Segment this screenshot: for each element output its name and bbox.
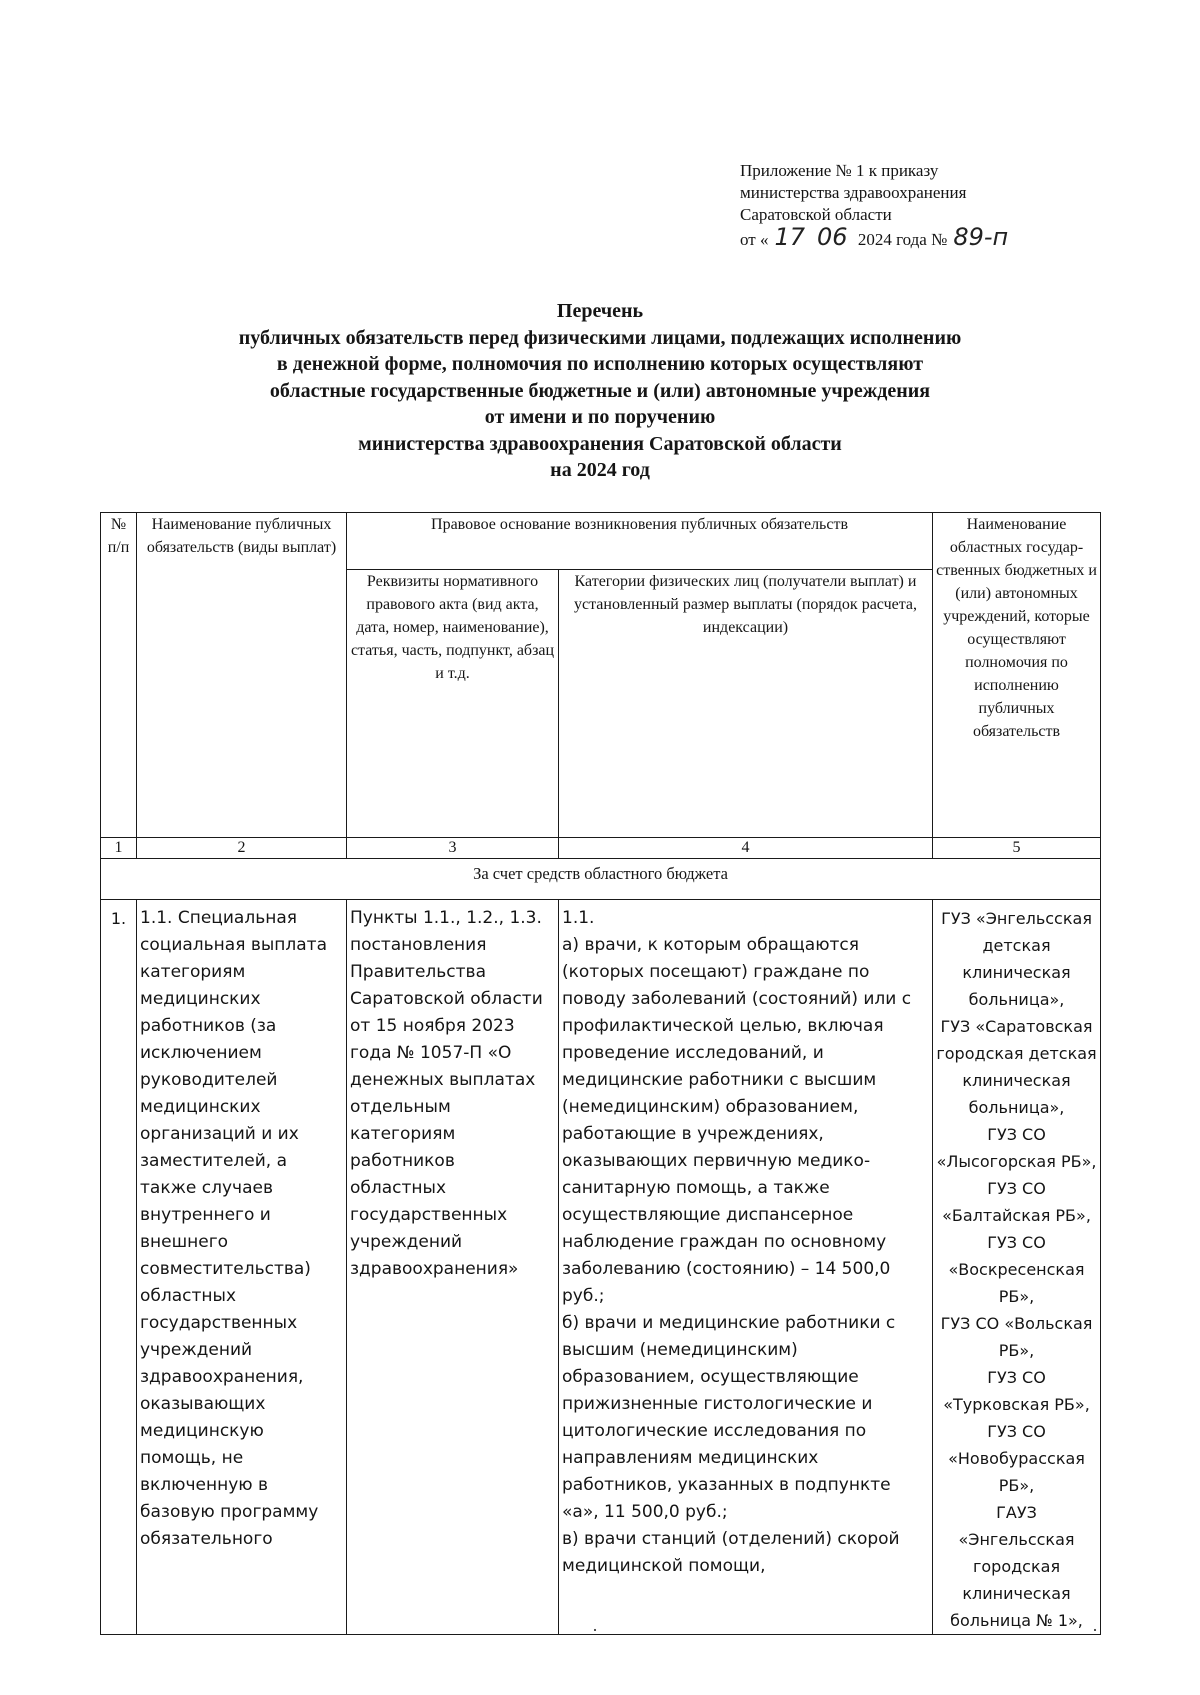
header-institutions: Наименование областных государ-ственных бюджетных и (или) автономных учреждений, которые осуществляют полномочия по исполнению публичных обязательств (933, 513, 1101, 838)
header-legal-act: Реквизиты нормативного правового акта (вид акта, дата, номер, наименование), статья, часть, подпункт, абзац и т.д. (347, 570, 559, 838)
title-line: публичных обязательств перед физическими лицами, подлежащих исполнению (238, 326, 962, 349)
category-item: б) врачи и медицинские работники с высшим (немедицинским) образованием, осуществляющие прижизненные гистологические и цитологические исследования по направлениям медицинских работников, указанных в подпункте «а», 11 500,0 руб.; (562, 1313, 896, 1522)
scan-dot: · (592, 1620, 598, 1640)
title-line: в денежной форме, полномочия по исполнению которых осуществляют (276, 353, 924, 375)
institution-item: ГУЗ «Саратовская городская детская клиническая больница», (936, 1017, 1097, 1117)
appendix-block (740, 160, 1160, 251)
numbering-cell: 1 (101, 838, 137, 859)
category-item: а) врачи, к которым обращаются (которых посещают) граждане по поводу заболеваний (состояний) или с профилактической целью, включая проведение исследований, и медицинские работники с высшим (немедицинским) образованием, работающие в учреждениях, оказывающих первичную медико-санитарную помощь, а также осуществляющие диспансерное наблюдение граждан по основному заболеванию (состоянию) – 14 500,0 руб.; (562, 935, 912, 1306)
header-number: № п/п (101, 513, 137, 838)
institution-item: ГУЗ СО «Воскресенская РБ», (948, 1233, 1085, 1306)
legal-act-cell: Пункты 1.1., 1.2., 1.3. постановления Правительства Саратовской области от 15 ноября 2023 года № 1057-П «О денежных выплатах отдельным категориям работников областных государственных учреждений здравоохранения» (347, 900, 559, 1635)
institution-item: ГУЗ СО «Новобурасская РБ», (948, 1422, 1085, 1495)
appendix-line-2: министерства здравоохранения (740, 183, 967, 202)
institution-item: ГАУЗ «Энгельсская городская клиническая больница № 1», (950, 1503, 1083, 1630)
header-obligation: Наименование публичных обязательств (виды выплат) (137, 513, 347, 838)
appendix-date-line (740, 223, 1160, 251)
numbering-cell: 2 (137, 838, 347, 859)
title-line: на 2024 год (550, 459, 650, 481)
title-line: областные государственные бюджетные и (или) автономные учреждения (269, 379, 931, 402)
numbering-cell: 3 (347, 838, 559, 859)
date-prefix: от « (740, 230, 769, 249)
date-month: 06 (817, 223, 848, 251)
institution-item: ГУЗ СО «Балтайская РБ», (942, 1179, 1091, 1225)
numbering-row (101, 838, 1101, 859)
institution-item: ГУЗ СО «Лысогорская РБ», (936, 1125, 1097, 1171)
header-legal-basis: Правовое основание возникновения публичных обязательств (347, 513, 933, 570)
institution-item: ГУЗ СО «Вольская РБ», (940, 1314, 1093, 1360)
date-year: 2024 года (857, 230, 927, 249)
institutions-cell (933, 900, 1101, 1635)
title-line: Перечень (556, 300, 644, 322)
order-number: 89-п (953, 223, 1009, 251)
title-line: от имени и по поручению (484, 406, 716, 428)
header-categories: Категории физических лиц (получатели выплат) и установленный размер выплаты (порядок расчета, индексации) (559, 570, 933, 838)
row-number: 1. (101, 900, 137, 1635)
document-title (100, 298, 1100, 484)
appendix-line-1: Приложение № 1 к приказу (740, 161, 939, 180)
institution-item: ГУЗ «Энгельсская детская клиническая больница», (941, 909, 1092, 1009)
obligations-table (100, 512, 1101, 1635)
institution-item: ГУЗ СО «Турковская РБ», (943, 1368, 1090, 1414)
title-line: министерства здравоохранения Саратовской области (358, 432, 842, 455)
category-item: 1.1. (562, 908, 595, 928)
section-row (101, 859, 1101, 900)
section-title: За счет средств областного бюджета (101, 859, 1101, 900)
scan-dot: · (1092, 1620, 1098, 1640)
categories-cell (559, 900, 933, 1635)
numbering-cell: 5 (933, 838, 1101, 859)
table-row (101, 900, 1101, 1635)
numbering-cell: 4 (559, 838, 933, 859)
number-prefix: № (931, 230, 948, 249)
appendix-line-3: Саратовской области (740, 205, 892, 224)
header-row (101, 513, 1101, 570)
category-item: в) врачи станций (отделений) скорой медицинской помощи, (562, 1529, 900, 1576)
obligation-cell: 1.1. Специальная социальная выплата категориям медицинских работников (за исключением руководителей медицинских организаций и их заместителей, а также случаев внутреннего и внешнего совместительства) областных государственных учреждений здравоохранения, оказывающих медицинскую помощь, не включенную в базовую программу обязательного (137, 900, 347, 1635)
date-day: 17 (774, 223, 806, 251)
